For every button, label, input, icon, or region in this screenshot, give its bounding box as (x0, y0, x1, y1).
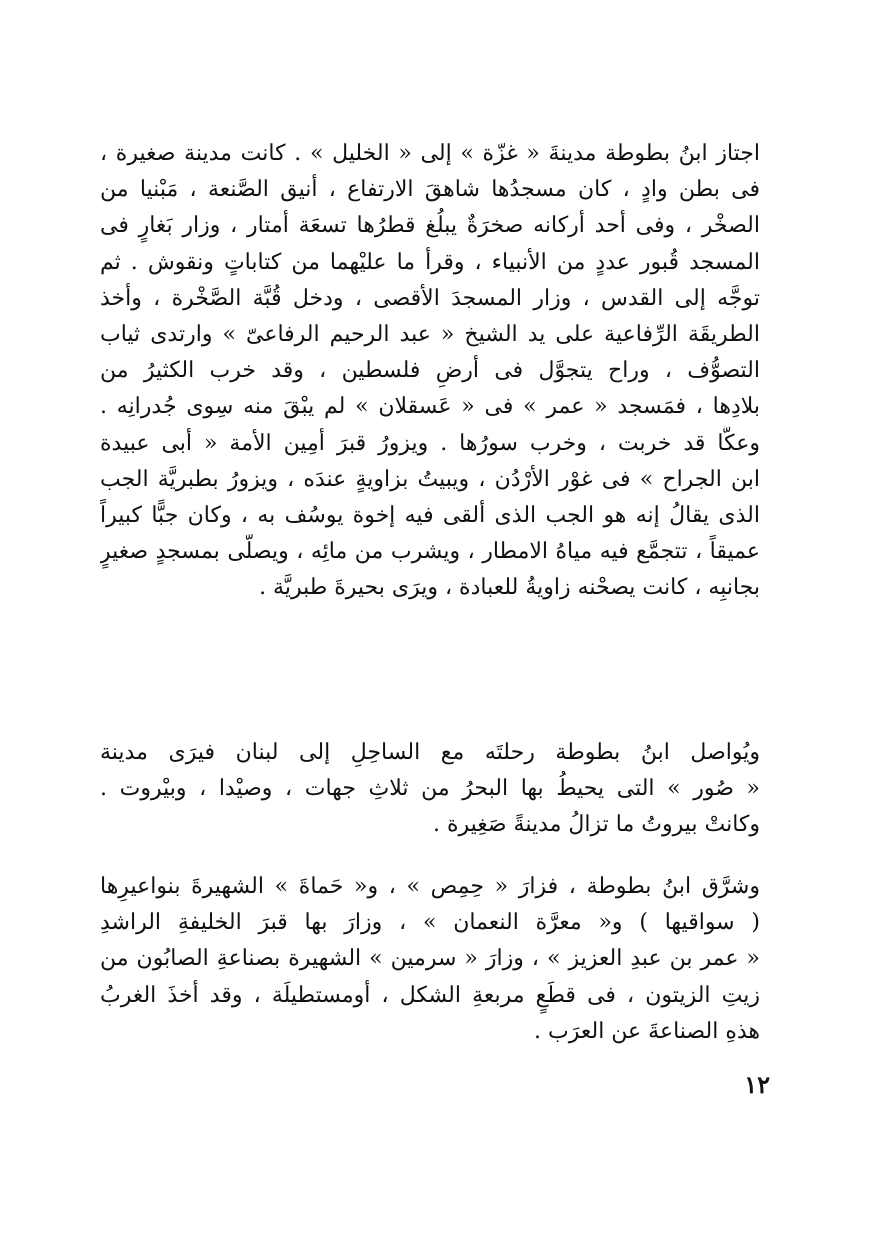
text-line: الذى يقالُ إنه هو الجب الذى ألقى فيه إخوة يوسُف به ، وكان جبًّا كبيراً (100, 503, 760, 529)
text-line: ويُواصل ابنُ بطوطة رحلتَه مع الساحِلِ إلى لبنان فيرَى مدينة (100, 740, 760, 765)
text-line: زيتِ الزيتون ، فى قطَعٍ مربعةِ الشكل ، أومستطيلَة ، وقد أخذَ الغربُ (100, 982, 760, 1008)
text-line: عميقاً ، تتجمَّع فيه مياهُ الامطار ، ويشرب من مائِه ، ويصلّى بمسجدٍ صغيرٍ (100, 539, 760, 565)
text-line: التصوُّف ، وراح يتجوَّل فى أرضِ فلسطين ، وقد خرب الكثيرُ من (100, 358, 760, 384)
text-line: توجَّه إلى القدس ، وزار المسجدَ الأقصى ، ودخل قُبَّة الصَّخْرة ، وأخذ (100, 285, 760, 311)
text-line: وعكَّا قد خربت ، وخرب سورُها . ويزورُ قبرَ أمِين الأمة « أبى عبيدة (100, 430, 760, 456)
text-line: فى بطن وادٍ ، كان مسجدُها شاهقَ الارتفاع ، أنيق الصَّنعة ، مَبْنيا من (100, 177, 760, 203)
text-line: وكانتْ بيروتُ ما تزالُ مدينةً صَغِيرة . (432, 812, 760, 838)
paragraph-ibn-battuta-syria (100, 869, 760, 1050)
text-line: ( سواقيها ) و« معرَّة النعمان » ، وزارَ بها قبرَ الخليفةِ الراشدِ (100, 910, 760, 936)
text-line: بجانبِه ، كانت يصحْنه زاويةُ للعبادة ، ويرَى بحيرةَ طبريَّة . (259, 575, 760, 601)
text-line: « عمر بن عبدِ العزيز » ، وزارَ « سرمين » الشهيرة بصناعةِ الصابُون من (100, 946, 760, 972)
text-line: هذهِ الصناعةَ عن العرَب . (534, 1018, 760, 1044)
text-line: وشرَّق ابنُ بطوطة ، فزارَ « حِمِص » ، و« حَماةَ » الشهيرةَ بنواعيرِها (100, 874, 760, 899)
text-line: ابن الجراح » فى غوْر الأرْدُن ، ويبيتُ بزاويةٍ عندَه ، ويزورُ بطبريَّة الجب (100, 466, 760, 492)
text-line: « صُور » التى يحيطُ بها البحرُ من ثلاثِ جهات ، وصيْدا ، وبيْروت . (100, 776, 760, 802)
text-line: الطريقَة الرِّفاعية على يد الشيخ « عبد الرحيم الرفاعىّ » وارتدى ثياب (100, 322, 760, 348)
paragraph-ibn-battuta-lebanon (100, 735, 760, 844)
text-line: الصخْر ، وفى أحد أركانه صخرَةٌ يبلُغ قطرُها تسعَة أمتار ، وزار بَغارٍ فى (100, 213, 760, 239)
page-number: ١٢ (744, 1070, 770, 1099)
text-line: المسجد قُبور عددٍ من الأنبياء ، وقرأ ما عليْهما من كتاباتٍ ونقوش . ثم (100, 249, 760, 275)
text-line: بلادِها ، فمَسجد « عمر » فى « عَسقلان » لم يبْقَ منه سِوى جُدرانِه . (100, 394, 760, 420)
paragraph-ibn-battuta-palestine (100, 136, 760, 607)
text-line: اجتاز ابنُ بطوطة مدينةَ « غزّة » إلى « الخليل » . كانت مدينة صغيرة ، (100, 141, 760, 166)
